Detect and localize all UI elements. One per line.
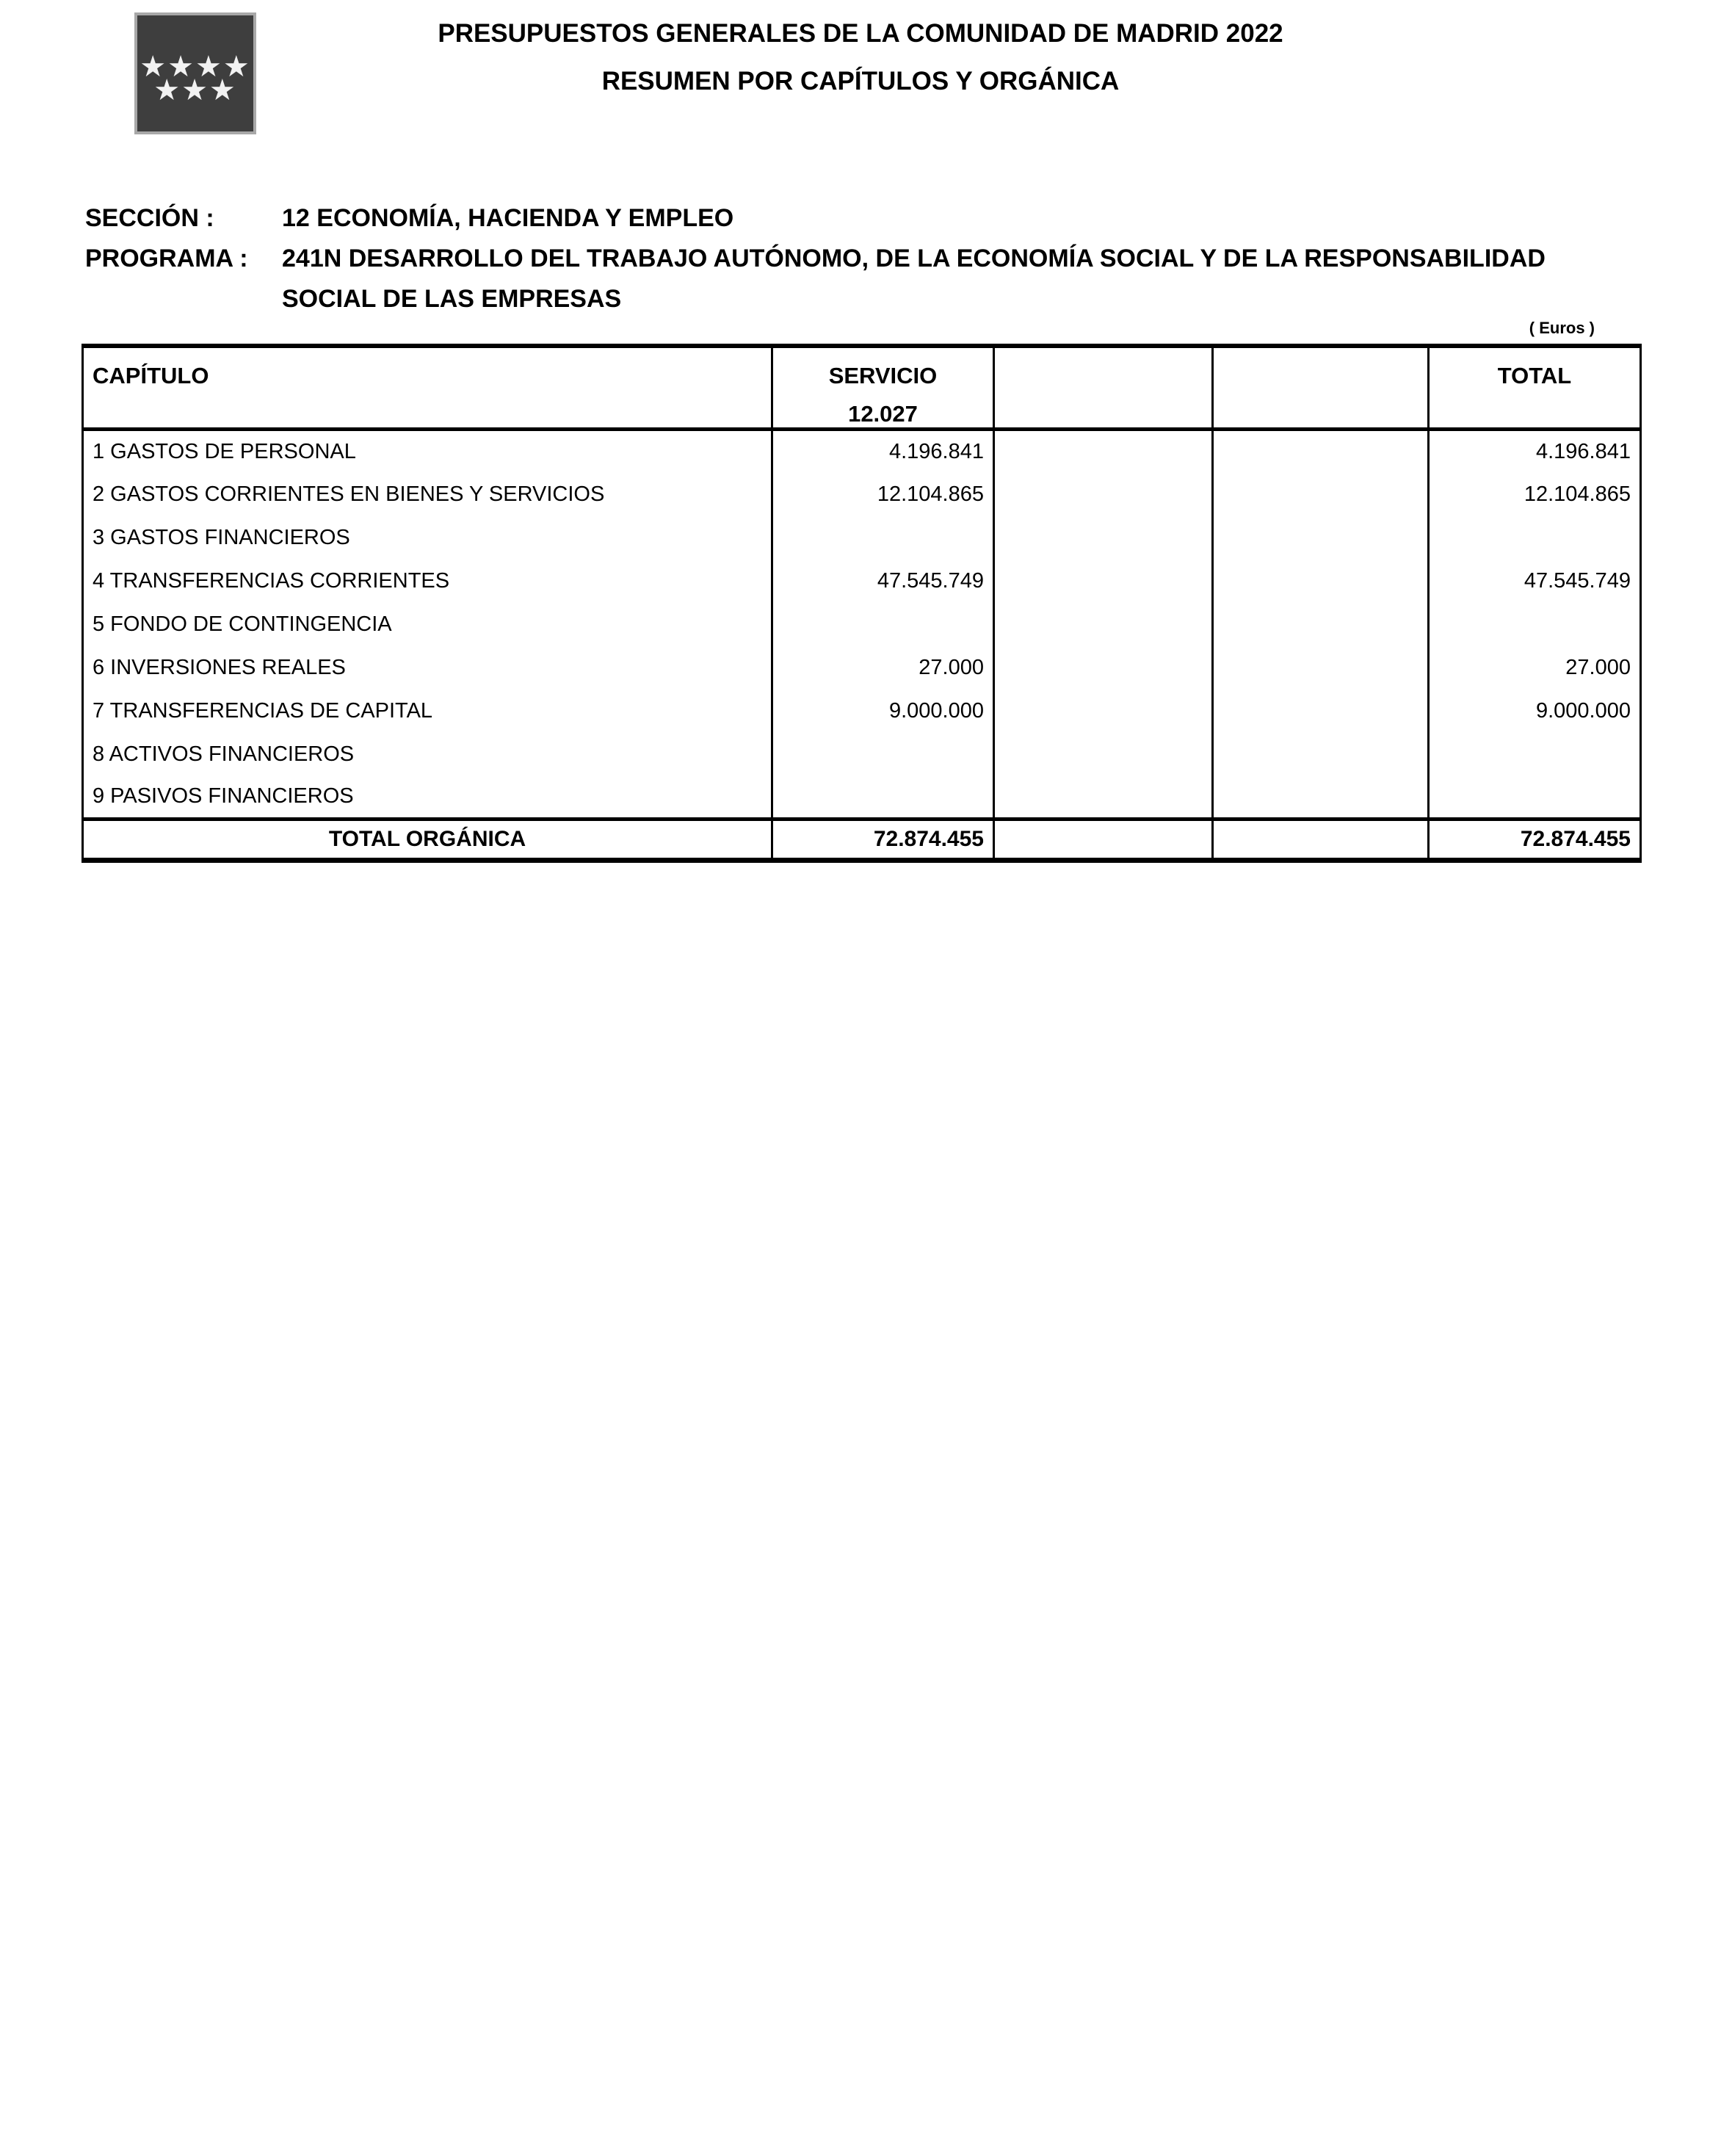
servicio-header-label: SERVICIO: [828, 363, 938, 388]
empty-cell: [1213, 820, 1429, 861]
seccion-label: SECCIÓN :: [85, 204, 214, 232]
total-value: 47.545.749: [1429, 560, 1641, 603]
total-row: [83, 820, 1641, 861]
programa-row: [85, 243, 1634, 319]
empty-cell: [994, 516, 1213, 560]
budget-summary-table: [81, 344, 1642, 863]
stars-bottom-icon: ★★★: [153, 74, 237, 106]
table-row: [83, 516, 1641, 560]
total-value: [1429, 516, 1641, 560]
table-row: [83, 560, 1641, 603]
table-row: [83, 646, 1641, 690]
currency-note: ( Euros ): [1529, 319, 1595, 337]
total-value: 9.000.000: [1429, 690, 1641, 733]
empty-cell: [1213, 733, 1429, 776]
servicio-code: 12.027: [848, 401, 918, 427]
servicio-value: 12.104.865: [772, 473, 994, 516]
empty-cell: [1213, 473, 1429, 516]
empty-cell: [994, 820, 1213, 861]
col-header-empty-1: [994, 346, 1213, 430]
capitulo-label: 6 INVERSIONES REALES: [83, 646, 772, 690]
page-subtitle: RESUMEN POR CAPÍTULOS Y ORGÁNICA: [601, 67, 1120, 95]
page-title: PRESUPUESTOS GENERALES DE LA COMUNIDAD DE MADRID 2022: [438, 19, 1283, 48]
total-value: [1429, 776, 1641, 820]
empty-cell: [1213, 516, 1429, 560]
capitulo-label: 8 ACTIVOS FINANCIEROS: [83, 733, 772, 776]
capitulo-label: 9 PASIVOS FINANCIEROS: [83, 776, 772, 820]
empty-cell: [994, 776, 1213, 820]
servicio-value: [772, 603, 994, 646]
empty-cell: [994, 733, 1213, 776]
table-header-row: [83, 346, 1641, 430]
stars-top-icon: ★★★★: [140, 51, 251, 83]
total-value: 27.000: [1429, 646, 1641, 690]
col-header-total: TOTAL: [1429, 346, 1641, 430]
empty-cell: [1213, 603, 1429, 646]
empty-cell: [1213, 560, 1429, 603]
total-organica-servicio: 72.874.455: [772, 820, 994, 861]
servicio-value: [772, 733, 994, 776]
servicio-value: 9.000.000: [772, 690, 994, 733]
col-header-capitulo: CAPÍTULO: [83, 346, 772, 430]
title-block: [0, 21, 1721, 95]
empty-cell: [994, 646, 1213, 690]
table-row: [83, 733, 1641, 776]
total-value: 4.196.841: [1429, 430, 1641, 473]
capitulo-label: 5 FONDO DE CONTINGENCIA: [83, 603, 772, 646]
servicio-value: 27.000: [772, 646, 994, 690]
servicio-value: 47.545.749: [772, 560, 994, 603]
empty-cell: [1213, 430, 1429, 473]
seccion-value: 12 ECONOMÍA, HACIENDA Y EMPLEO: [282, 204, 734, 232]
empty-cell: [994, 430, 1213, 473]
table-row: [83, 776, 1641, 820]
empty-cell: [1213, 690, 1429, 733]
programa-value: 241N DESARROLLO DEL TRABAJO AUTÓNOMO, DE LA ECONOMÍA SOCIAL Y DE LA RESPONSABILIDAD SOCIAL DE LAS EMPRESAS: [282, 245, 1546, 313]
capitulo-label: 4 TRANSFERENCIAS CORRIENTES: [83, 560, 772, 603]
capitulo-label: 7 TRANSFERENCIAS DE CAPITAL: [83, 690, 772, 733]
table-row: [83, 473, 1641, 516]
servicio-value: 4.196.841: [772, 430, 994, 473]
programa-label: PROGRAMA :: [85, 245, 248, 272]
total-organica-total: 72.874.455: [1429, 820, 1641, 861]
empty-cell: [994, 690, 1213, 733]
col-header-empty-2: [1213, 346, 1429, 430]
seccion-row: [85, 203, 1634, 234]
capitulo-label: 1 GASTOS DE PERSONAL: [83, 430, 772, 473]
capitulo-label: 3 GASTOS FINANCIEROS: [83, 516, 772, 560]
table-row: [83, 690, 1641, 733]
table-row: [83, 603, 1641, 646]
total-value: [1429, 603, 1641, 646]
capitulo-label: 2 GASTOS CORRIENTES EN BIENES Y SERVICIOS: [83, 473, 772, 516]
total-value: 12.104.865: [1429, 473, 1641, 516]
empty-cell: [994, 473, 1213, 516]
table-row: [83, 430, 1641, 473]
empty-cell: [1213, 776, 1429, 820]
empty-cell: [1213, 646, 1429, 690]
col-header-servicio: [772, 346, 994, 430]
empty-cell: [994, 603, 1213, 646]
total-value: [1429, 733, 1641, 776]
empty-cell: [994, 560, 1213, 603]
servicio-value: [772, 516, 994, 560]
servicio-value: [772, 776, 994, 820]
total-organica-label: TOTAL ORGÁNICA: [83, 820, 772, 861]
